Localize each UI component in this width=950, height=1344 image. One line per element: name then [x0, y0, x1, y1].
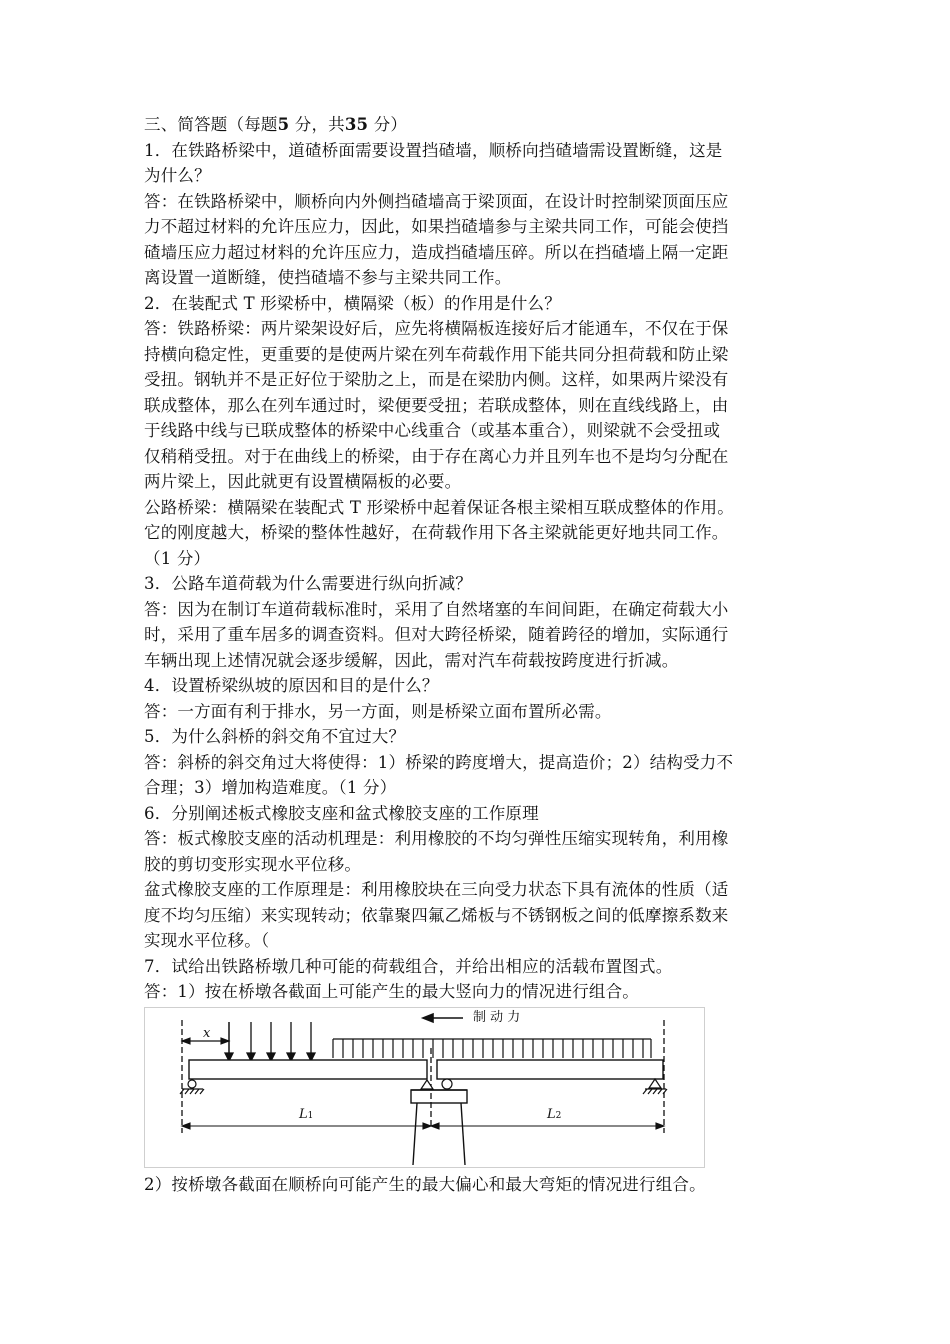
l1-label [299, 1108, 313, 1123]
brake-force-label: 制 动 力 [473, 1009, 521, 1025]
answer-2-line: 持横向稳定性，更重要的是使两片梁在列车荷载作用下能共同分担荷载和防止梁 [144, 344, 729, 364]
answer-5-line: 合理；3）增加构造难度。（1 分） [144, 778, 397, 797]
answer-7-line: 答：1）按在桥墩各截面上可能产生的最大竖向力的情况进行组合。 [144, 982, 639, 1001]
answer-2-line: 答：铁路桥梁：两片梁架设好后，应先将横隔板连接好后才能通车，不仅在于保 [144, 319, 729, 338]
answer-2-line: 受扭。钢轨并不是正好位于梁肋之上，而是在梁肋内侧。这样，如果两片梁没有 [144, 370, 729, 389]
distributed-load [333, 1039, 651, 1058]
answer-6-line: 答：板式橡胶支座的活动机理是：利用橡胶的不均匀弹性压缩实现转角，利用橡 [144, 829, 729, 848]
l2-letter: L [547, 1106, 556, 1122]
answer-6-line: 胶的剪切变形实现水平位移。 [144, 854, 362, 874]
answer-7-line: 2）按桥墩各截面在顺桥向可能产生的最大偏心和最大弯矩的情况进行组合。 [144, 1174, 706, 1194]
section-heading: 三、简答题（每题5 分，共35 分） [144, 115, 408, 134]
l1-subscript: 1 [307, 1110, 314, 1121]
question-1-line: 1．在铁路桥梁中，道碴桥面需要设置挡碴墙，顺桥向挡碴墙需设置断缝，这是 [144, 140, 723, 160]
answer-4-line: 答：一方面有利于排水，另一方面，则是桥梁立面布置所必需。 [144, 701, 612, 721]
answer-2-line: 联成整体，那么在列车通过时，梁便要受扭；若联成整体，则在直线线路上，由 [144, 395, 729, 415]
answer-1-line: 答：在铁路桥梁中，顺桥向内外侧挡碴墙高于梁顶面，在设计时控制梁顶面压应 [144, 191, 729, 211]
question-1-line: 为什么？ [144, 166, 211, 185]
answer-1-line: 离设置一道断缝，使挡碴墙不参与主梁共同工作。 [144, 268, 512, 287]
answer-6-line: 实现水平位移。（ [144, 931, 270, 950]
question-7-line: 7．试给出铁路桥墩几种可能的荷载组合，并给出相应的活载布置图式。 [144, 956, 673, 976]
l2-label [547, 1108, 561, 1123]
question-5-line: 5．为什么斜桥的斜交角不宜过大？ [144, 727, 406, 746]
supports [180, 1079, 667, 1094]
x-label: x [203, 1025, 211, 1041]
answer-2-line: （1 分） [144, 548, 211, 568]
answer-2-line: 公路桥梁：横隔梁在装配式 T 形梁桥中起着保证各根主梁相互联成整体的作用。 [144, 497, 734, 517]
answer-6-line: 盆式橡胶支座的工作原理是：利用橡胶块在三向受力状态下具有流体的性质（适 [144, 880, 729, 899]
answer-3-line: 答：因为在制订车道荷载标准时，采用了自然堵塞的车间间距，在确定荷载大小 [144, 599, 729, 619]
answer-6-line: 度不均匀压缩）来实现转动；依靠聚四氟乙烯板与不锈钢板之间的低摩擦系数来 [144, 905, 729, 925]
answer-2-line: 两片梁上，因此就更有设置横隔板的必要。 [144, 472, 462, 491]
question-6-line: 6．分别阐述板式橡胶支座和盆式橡胶支座的工作原理 [144, 803, 539, 823]
answer-1-line: 碴墙压应力超过材料的允许压应力，造成挡碴墙压碎。所以在挡碴墙上隔一定距 [144, 242, 729, 262]
l1-letter: L [299, 1106, 308, 1122]
brake-force-arrow [423, 1014, 463, 1022]
beams [189, 1060, 663, 1079]
answer-5-line: 答：斜桥的斜交角过大将使得：1）桥梁的跨度增大，提高造价；2）结构受力不 [144, 752, 734, 772]
answer-3-line: 时，采用了重车居多的调查资料。但对大跨径桥梁，随着跨径的增加，实际通行 [144, 625, 729, 644]
answer-1-line: 力不超过材料的允许压应力，因此，如果挡碴墙参与主梁共同工作，可能会使挡 [144, 217, 729, 236]
bridge-load-diagram [144, 1007, 705, 1168]
question-3-line: 3．公路车道荷载为什么需要进行纵向折减？ [144, 574, 472, 593]
answer-2-line: 于线路中线与已联成整体的桥梁中心线重合（或基本重合），则梁就不会受扭或 [144, 421, 721, 440]
answer-3-line: 车辆出现上述情况就会逐步缓解，因此，需对汽车荷载按跨度进行折减。 [144, 650, 679, 670]
load-diagram-svg [145, 1008, 706, 1169]
answer-2-line: 仅稍稍受扭。对于在曲线上的桥梁，由于存在离心力并且列车也不是均匀分配在 [144, 446, 729, 466]
question-4-line: 4．设置桥梁纵坡的原因和目的是什么？ [144, 676, 439, 695]
concentrated-load-arrows [225, 1022, 315, 1061]
answer-2-line: 它的刚度越大，桥梁的整体性越好，在荷载作用下各主梁就能更好地共同工作。 [144, 523, 729, 542]
document-page [144, 112, 816, 1197]
question-2-line: 2．在装配式 T 形梁桥中，横隔梁（板）的作用是什么？ [144, 293, 561, 313]
l2-subscript: 2 [555, 1110, 562, 1121]
